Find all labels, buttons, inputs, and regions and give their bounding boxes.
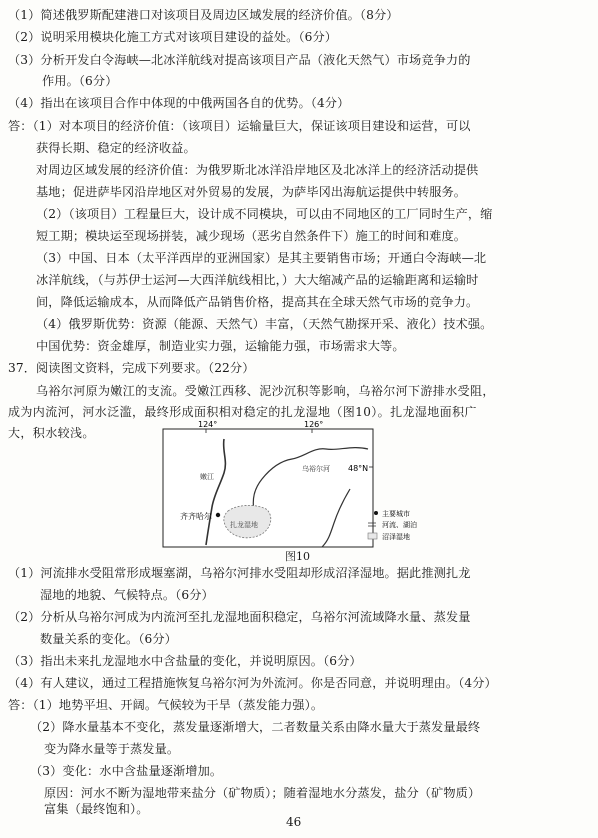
wetland-label: 扎龙湿地 [230, 521, 258, 529]
answer-1-regional-cont: 基地；促进萨毕冈沿岸地区对外贸易的发展，为萨毕冈出海航运提供中转服务。 [36, 185, 467, 199]
q37-answer-3-reason: 原因：河水不断为湿地带来盐分（矿物质）；随着湿地水分蒸发，盐分（矿物质） [44, 786, 481, 800]
nen-river-label: 嫩江 [200, 473, 214, 481]
question-37-heading: 37．阅读图文资料，完成下列要求。（22分） [8, 361, 255, 375]
legend-wetland-marker [368, 533, 377, 539]
answer-1-regional: 对周边区域发展的经济价值：为俄罗斯北冰洋沿岸地区及北冰洋上的经济活动提供 [36, 163, 479, 177]
q37-answer-3: （3）变化：水中含盐量逐渐增加。 [30, 764, 223, 778]
q37-sub1: （1）河流排水受阻常形成堰塞湖，乌裕尔河排水受阻却形成沼泽湿地。据此推测扎龙 [8, 566, 471, 580]
lon-label-124: 124° [198, 420, 218, 429]
q37-sub3: （3）指出未来扎龙湿地水中含盐量的变化，并说明原因。（6分） [8, 654, 362, 668]
q37-sub4: （4）有人建议，通过工程措施恢复乌裕尔河为外流河。你是否同意，并说明理由。（4分） [8, 676, 497, 690]
intro-paragraph-line3: 大，积水较浅。 [8, 426, 95, 440]
figure-caption: 图10 [285, 550, 310, 563]
answer-1-cont: 获得长期、稳定的经济收益。 [36, 141, 196, 155]
q37-answer-2: （2）降水量基本不变化，蒸发量逐渐增大，二者数量关系由降水量大于蒸发量最终 [30, 720, 481, 734]
answer-2-cont: 短工期；模块运至现场拼装，减少现场（恶劣自然条件下）施工的时间和难度。 [36, 229, 467, 243]
wuyuer-river-label: 乌裕尔河 [302, 465, 330, 473]
city-marker [216, 513, 220, 517]
legend-city-label: 主要城市 [382, 510, 410, 518]
question-1: （1）简述俄罗斯配建港口对该项目及周边区域发展的经济价值。（8分） [8, 8, 399, 22]
answer-4-russia: （4）俄罗斯优势：资源（能源、天然气）丰富，（天然气勘探开采、液化）技术强。 [36, 317, 493, 331]
intro-paragraph-line1: 乌裕尔河原为嫩江的支流。受嫩江西移、泥沙沉积等影响，乌裕尔河下游排水受阻， [36, 384, 495, 398]
map-frame [163, 429, 373, 547]
zhalong-wetland-map [162, 419, 462, 548]
q37-sub2: （2）分析从乌裕尔河成为内流河至扎龙湿地面积稳定，乌裕尔河流域降水量、蒸发量 [8, 610, 471, 624]
answer-2: （2）（该项目）工程量巨大，设计成不同模块，可以由不同地区的工厂同时生产，缩 [36, 207, 493, 221]
answer-3-cont1: 冰洋航线，（与苏伊士运河—大西洋航线相比，）大大缩减产品的运输距离和运输时 [36, 273, 479, 287]
q37-answer-2-cont: 变为降水量等于蒸发量。 [44, 742, 180, 756]
lat-label-48: 48°N [348, 464, 369, 473]
q37-sub2-cont: 数量关系的变化。（6分） [40, 632, 177, 646]
answer-1: 答：（1）对本项目的经济价值：（该项目）运输量巨大，保证该项目建设和运营，可以 [8, 119, 471, 133]
question-4: （4）指出在该项目合作中体现的中俄两国各自的优势。（4分） [8, 96, 350, 110]
q37-answer-3-reason-cont: 富集（最终饱和）。 [44, 802, 149, 816]
intro-paragraph-line2: 成为内流河，河水泛滥，最终形成面积相对稳定的扎龙湿地（图10）。扎龙湿地面积广 [8, 405, 477, 419]
legend-city-marker [374, 511, 378, 515]
answer-3: （3）中国、日本（太平洋西岸的亚洲国家）是其主要销售市场；开通白令海峡—北 [36, 251, 487, 265]
q37-sub1-cont: 湿地的地貌、气候特点。（6分） [40, 588, 214, 602]
legend-river-label: 河流、湖泊 [382, 521, 417, 529]
lon-label-126: 126° [304, 420, 324, 429]
answer-4-china: 中国优势：资金雄厚，制造业实力强，运输能力强，市场需求大等。 [36, 339, 405, 353]
answer-3-cont2: 间，降低运输成本，从而降低产品销售价格，提高其在全球天然气市场的竞争力。 [36, 295, 479, 309]
page-number: 46 [286, 815, 302, 829]
q37-answer-1: 答：（1）地势平坦、开阔。气候较为干旱（蒸发能力强）。 [8, 698, 324, 712]
legend-wetland-label: 沼泽湿地 [382, 533, 410, 541]
city-label: 齐齐哈尔 [180, 512, 212, 521]
question-2: （2）说明采用模块化施工方式对该项目建设的益处。（6分） [8, 30, 338, 44]
question-3: （3）分析开发白令海峡—北冰洋航线对提高该项目产品（液化天然气）市场竞争力的 [8, 53, 471, 67]
question-3-cont: 作用。（6分） [42, 74, 118, 88]
